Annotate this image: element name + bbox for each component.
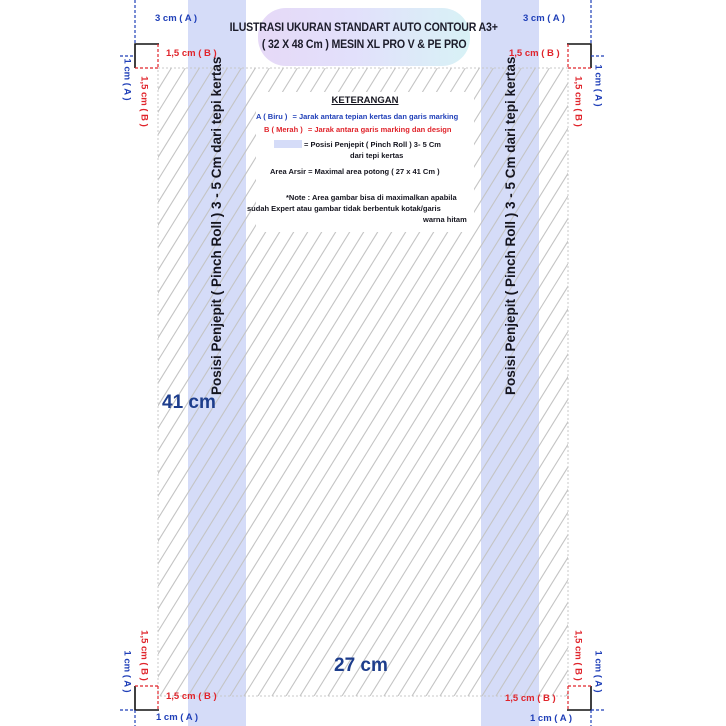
hatch-line: [0, 68, 45, 696]
hatch-line: [0, 68, 115, 696]
legend-pinch-line-1: = Posisi Penjepit ( Pinch Roll ) 3- 5 Cm: [304, 140, 441, 149]
legend-note-line-3: warna hitam: [423, 215, 467, 224]
hatch-line: [0, 68, 171, 696]
measure-left-bottom-a: 1 cm ( A ): [121, 650, 133, 693]
hatch-line: [0, 68, 73, 696]
legend-b-label: B ( Merah ): [264, 125, 303, 134]
measure-right-top-b: 1,5 cm ( B ): [572, 76, 584, 127]
corner-mark-top-left: [135, 44, 159, 68]
legend-pinch-line-2: dari tepi kertas: [350, 151, 404, 160]
legend-pinch-swatch: [274, 140, 302, 148]
title-line-1: ILUSTRASI UKURAN STANDART AUTO CONTOUR A3+: [229, 22, 499, 34]
legend-note-line-1: *Note : Area gambar bisa di maximalkan apabila: [286, 193, 457, 202]
measure-bottom-left-b: 1,5 cm ( B ): [166, 691, 217, 702]
legend-note-line-2: sudah Expert atau gambar tidak berbentuk kotak/garis: [247, 204, 441, 213]
hatch-line: [0, 68, 213, 696]
measure-right-bottom-a: 1 cm ( A ): [592, 650, 604, 693]
hatch-line: [510, 68, 726, 696]
measure-bottom-right-a: 1 cm ( A ): [530, 713, 573, 724]
dimension-width-label: 27 cm: [334, 655, 388, 676]
measure-top-left-a: 3 cm ( A ): [155, 13, 198, 24]
pinch-roll-label-right: Posisi Penjepit ( Pinch Roll ) 3 - 5 Cm dari tepi kertas: [503, 56, 518, 395]
measure-left-top-b: 1,5 cm ( B ): [138, 76, 150, 127]
measure-left-top-a: 1 cm ( A ): [121, 58, 133, 101]
legend-a-desc: = Jarak antara tepian kertas dan garis marking: [292, 112, 459, 121]
hatch-line: [0, 68, 101, 696]
corner-mark-bottom-right: [567, 686, 591, 710]
title-banner: [229, 8, 499, 66]
legend-box: [247, 92, 474, 232]
legend-a-row: [256, 112, 458, 122]
hatch-line: [0, 68, 59, 696]
hatch-line: [552, 68, 726, 696]
hatch-line: [0, 68, 31, 696]
measure-left-bottom-b: 1,5 cm ( B ): [138, 630, 150, 681]
legend-a-label: A ( Biru ): [256, 112, 288, 121]
legend-area-text: Area Arsir = Maximal area potong ( 27 x 41 Cm ): [270, 167, 440, 176]
dimension-height-label: 41 cm: [162, 392, 216, 413]
measure-top-right-a: 3 cm ( A ): [523, 13, 566, 24]
corner-mark-top-right: [567, 44, 591, 68]
measure-bottom-left-a: 1 cm ( A ): [156, 712, 199, 723]
measure-bottom-right-b: 1,5 cm ( B ): [505, 693, 556, 704]
legend-b-desc: = Jarak antara garis marking dan design: [307, 125, 452, 134]
pinch-roll-label-left: Posisi Penjepit ( Pinch Roll ) 3 - 5 Cm dari tepi kertas: [209, 56, 224, 395]
measure-right-bottom-b: 1,5 cm ( B ): [572, 630, 584, 681]
hatch-line: [0, 68, 129, 696]
hatch-line: [580, 68, 726, 696]
measure-top-right-b: 1,5 cm ( B ): [509, 48, 560, 59]
hatch-line: [0, 68, 157, 696]
hatch-line: [566, 68, 726, 696]
hatch-line: [0, 68, 143, 696]
hatch-line: [538, 68, 726, 696]
legend-heading: KETERANGAN: [331, 95, 399, 106]
measure-right-top-a: 1 cm ( A ): [592, 64, 604, 107]
hatch-line: [0, 68, 17, 696]
corner-mark-bottom-left: [135, 686, 159, 710]
title-line-2: ( 32 X 48 Cm ) MESIN XL PRO V & PE PRO: [261, 39, 467, 51]
hatch-line: [0, 68, 87, 696]
measure-top-left-b: 1,5 cm ( B ): [166, 48, 217, 59]
hatch-line: [0, 68, 3, 696]
legend-b-row: [264, 125, 451, 135]
